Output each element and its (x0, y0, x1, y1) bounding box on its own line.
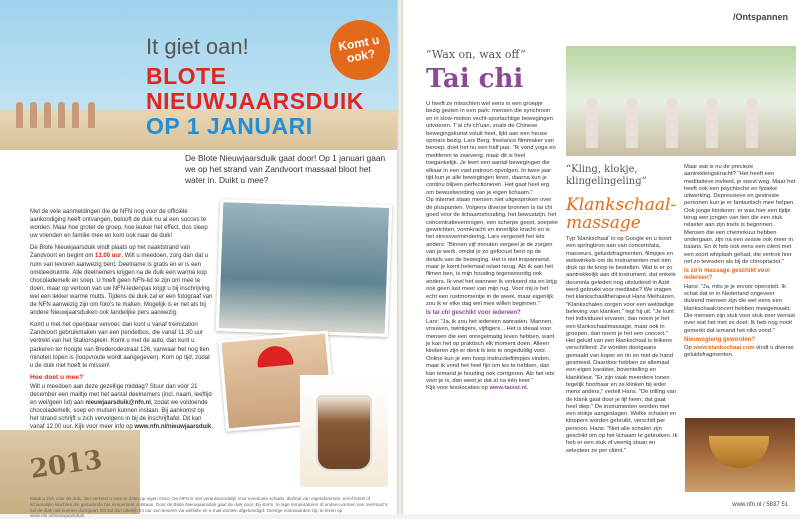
paragraph-2-text: De Blote Nieuwjaarsduik vindt plaats op het naaktstrand van Zandvoort en begint om (30, 245, 191, 260)
how-heading: Hoe doet u mee? (30, 373, 84, 381)
paragraph-4-text: Wilt u meedoen aan deze gezellige middag? Stuur dan vóór 21 december een mailtje met het aantal deelnemers (incl. naam, leeftijd en wel/geen lid) aan (30, 383, 212, 407)
bather-figure (88, 102, 95, 128)
paragraph-3: Komt u met het openbaar vervoer, dan kunt u vanaf treinstation Zandvoort gebruikmaken van een pendelbus, die vanaf 11.30 uur vertrekt van het Stationsplein. Komt u met de auto, dan kunt u parkeren ter hoogte van Brederodestraat 126, vanwaar het nog tien minuten lopen is (loopvroute wordt aangegeven). Kom op tijd, zodat u de duik niet hoeft te missen! (30, 322, 210, 369)
bather-figure (30, 102, 37, 128)
disclaimer-caption: Maak u zich voor de duik, dan verkiest u mee te doen op eigen risico. De NFN is niet verantwoordelijk voor eventuele schade, diefstal van eigendommen, en/of letsel of lichamelijke klachten die gedurende het evenement ontstaan. Door de Blote Nieuwjaarsduik gaat de duik door. Bij storm, te lage temperaturen of andere vormen van overmacht, zal de duik niet kunnen doorgaan. Dit zal dan uiterlijk 24 uur van tevoren via website en e-mail worden afgekondigd. Overige voorwaarden zijn te lezen op www.nfn.nl/nieuwjaarsduik. (30, 496, 389, 519)
hot-chocolate-photo (300, 375, 388, 487)
singing-bowl-photo (685, 418, 795, 492)
paragraph-4: Wilt u meedoen aan deze gezellige middag? Stuur dan vóór 21 december een mailtje met het aantal deelnemers (incl. naam, leeftijd en wel/geen lid) aan nieuwjaarsduik@nfn.nl, zodat we voldoende chocolademelk, soep en mutsen kunnen inslaan. Bij aankomst op het strand schrijft u zich vervolgens in bij de inschrijftafel. Dit kan vanaf 12.00 uur. Kijk voor meer info op www.nfn.nl/nieuwjaarsduik. (30, 383, 213, 431)
person-figure (626, 98, 638, 148)
taichi-paragraph-1: U heeft ze misschien wel eens in een groepje bezig gezien in een park: mensen die synchroon en in slow-motion vecht-sportachtige bewegingen uitvoeren. T'ai chi ch'uan, zoals de Chinese bewegingskunst voluit heet, lijkt aan een heuse opmars bezig. Lars Berg, freelance filmmaker van beroep, doet het nu een half jaar. "Ik vond yoga en mediteren te zweverig, maar dit is heel toegankelijk. Je leert een aantal bewegingen die elkaar in een vast patroon opvolgen. In twee jaar tijd kun je alle bewegingen leren, daarna kun je continu blijven perfectioneren. Het gaat heel erg om bewustwording van je eigen lichaam." (426, 101, 556, 196)
taichi-link[interactable]: www.taoist.nl (489, 385, 527, 392)
klank-paragraph-2: Het geluid van een klankschaal is telkens verschillend. Ze worden doorgaans gemaakt van koper en tin en met de hand gesmeed. Daardoor hebben ze allemaal een eigen karakter, boventelling en klankkleur. "Er zijn vaak meerdere tonen tegelijk hoorbaar en ze klinken bij ieder mens anders," vertelt Hans. "De trilling van de klank gaat door je lijf heen; dat gaat heel diep." De instrumenten worden met een stokje aangeslagen. Welke schalen en kloppers worden gebruikt, verschilt per persoon. Hans: "Niet alle schalen zijn geschikt om op het lichaam te gebruiken. Ik heb er een stuk of veertig staan en selecteer ze per cliënt." (566, 338, 678, 454)
person-figure (666, 98, 678, 148)
taichi-more-text: Kijk voor lesslocaties op (426, 385, 490, 392)
klank-heading-2: Nieuwsgierig geworden? (684, 336, 756, 343)
taichi-more: Kijk voor lesslocaties op www.taoist.nl. (426, 385, 529, 392)
headline-line-1: BLOTE (146, 63, 227, 89)
bather-figure (16, 102, 23, 128)
taichi-group-photo (566, 46, 796, 156)
bather-figure (72, 102, 79, 128)
bowl-icon (709, 436, 769, 468)
taichi-title: Tai chi (426, 64, 524, 94)
page-footer: www.nfn.nl / 5837 51 (732, 502, 788, 508)
headline-line-3: OP 1 JANUARI (146, 113, 313, 139)
mug-icon (316, 395, 372, 471)
intro-text: De Blote Nieuwjaarsduik gaat door! Op 1 januari gaan we op het strand van Zandvoort massaal bloot het water in. Duikt u mee? (185, 153, 386, 185)
komt-u-ook-badge: Komt u ook? (325, 15, 395, 85)
signup-email[interactable]: nieuwjaarsduik@nfn.nl (85, 400, 151, 407)
paragraph-2 (30, 244, 213, 317)
taichi-article (426, 101, 558, 393)
headline-line-2: NIEUWJAARSDUIK (146, 88, 364, 114)
paragraph-1: Met de vele aanmeldingen die de NFN nog voor de officiële aankondiging heeft ontvangen, belooft de duik nu al een succes te worden. Maar hoe groter de groep, hoe leuker het effect, dus sleep uw vrienden en familie mee en kom ook naar de duik! (30, 209, 208, 240)
santa-hat-icon (256, 345, 294, 368)
paragraph-2-text-rest: . Wilt u meedoen, zorg dan dat u ruim van tevoren aanwezig bent. Deelname is gratis en er is een omkleedruimte. Alle deelnemers krijgen na de duik een warme kop chocolademelk en soep. U hoeft geen NFN-lid te zijn om mee te doen, maar op vertoon van uw NFN-ledenpas krijgt u bij inschrijving wel een lekker warme mutts. Tijdens de duik zal er een fotograaf van de NFN aanwezig zijn om foto's te maken. Mogelijk is er net als bij andere Nieuwjaarsduiken ook landelijke pers aanwezig. (30, 253, 213, 317)
person-figure (706, 98, 718, 148)
info-link[interactable]: www.nfn.nl/nieuwjaarsduik (134, 424, 212, 431)
klank-paragraph-3: Maar wat is nu de precieze aantrekkingskracht? "Het heeft een meditatieve invloed, je soest weg. Maar het heeft ook een psychische en fysieke uitwerking. Depressieve en gestreste personen kun je er fantastisch mee helpen. Ook jonge kinderen: er was hier een tijdje terug een jongen van tien die een stuk relaxter aan zijn toets is begonnen. Mensen die een chemokuur hebben ondergaan, zijn na een sessie ook meer in balans. En ik heb ook eens een cliënt met een soort whiplash gehad, die vertrok hier net zo tevreden als bij de chiropractor." (684, 164, 796, 265)
taichi-heading: Is tai chi geschikt voor iedereen? (426, 310, 521, 317)
taichi-paragraph-2: Op internet staan mensen niet uitgesproken over de pluspunten. Volgens diverse bronnen is tai chi goed voor de lichaamshouding, het bewustzijn, het concentratievermogen, een scherpe geest, soepele gewrichten, vormkracht en innerlijke kracht en is het stressvermindering. Lars vergezelt het iets anders: "Binnen vijf minuten vergeet je de zorgen van je werk, omdat je zo gefocust bent op de details van de beweging. Het is niet inspannend, maar je komt helemaal relaxt terug. Als ik aan het filmen ben, is mijn houding tegenwoordig ook anders. Ik voel het wanneer ik verkeerd sta en krijg ook geen last meer van mijn rug. Voor mij is het echt een rustmomentje in de week, maar eigenlijk zou ik er elke dag wel mee willen beginnen." (426, 197, 558, 307)
klank-more-text: Op (684, 345, 694, 352)
klank-article-cont (684, 164, 796, 360)
bather-figure (58, 102, 65, 128)
swimmers-photo (216, 199, 393, 337)
klank-more-text-rest: vindt u diverse geluidsfragmenten. (684, 345, 794, 359)
klank-link[interactable]: www.klankschaal.com (693, 345, 755, 352)
year-in-sand: 2013 (28, 445, 105, 485)
klank-paragraph-4: Hans: "Ja, mits je je ervoor openstelt. Ik schat dat er in Nederland ongeveer duizend mensen zijn die wel eens een klankschaalconcert hebben meegemaakt. Die mensen zijn stuk voor stuk zeer verrast over wat het met ze doet. Ik heb nog nooit gemerkt dat iemand het niks vond." (684, 283, 795, 334)
person-figure (586, 98, 598, 148)
article-column (30, 208, 213, 435)
klank-title: Klankschaal-massage (566, 195, 677, 233)
kicker: It giet oan! (146, 34, 249, 59)
klank-paragraph-1: Typ 'klankschaal' in op Google en u boort een springbron aan van concertdata, masseurs, geluidsfragmenten, filmpjes en webwinkels om de instrumenten met één druk op de knop te bestellen. Wat is er zo aantrekkelijk aan dit instrument, dat enkele decennia geleden nog uitsluitend in Azië werd gebruikt voor meditatie? We vragen het klankschaaltherapeut Hans Meihuizen. "Klankschalen zorgen voor een weldadige beleving van klanken," legt hij uit. "Je kunt het individueel ervaren, dan noem je het een klankschaalmassage, maar ook in groepen, dan noem je het een concert." (566, 236, 676, 337)
bather-figure (44, 102, 51, 128)
start-time: 13.00 uur (95, 253, 122, 260)
person-figure (746, 98, 758, 148)
klank-more (684, 345, 796, 360)
headline-part-1 (146, 64, 364, 114)
klank-heading: Is zo'n massage geschikt voor iedereen? (684, 268, 771, 282)
section-label: /Ontspannen (732, 12, 788, 22)
right-page (403, 0, 800, 514)
taichi-paragraph-3: Lars: "Ja, ik zou het iedereen aanraden. Mannen, vrouwen, twintigers, vijftigers... Het is ideaal voor mensen die een onregelmatig leven hebben, want je kan het op praktisch elk moment doen. Alleen kinderen zijn er denk ik iets te ongeduldig voor. Online kun je een hoop instructiefilmpjes vinden, maar ik vond het heel fijn om les te hebben, dan kan iemand je houding ook corrigeren. Als het iets voor je is, dan weet je dat al na één keer." (426, 318, 555, 385)
klank-article (566, 236, 678, 455)
klank-quote: “Kling, klokje, klingelingeling” (566, 164, 647, 187)
taichi-quote: “Wax on, wax off” (426, 48, 526, 61)
left-page (0, 0, 397, 519)
paragraph-4-text-rest: , zodat we voldoende chocolademelk, soep en mutsen kunnen inslaan. Bij aankomst op het strand schrijft u zich vervolgens in bij de inschrijftafel. Dit kan vanaf 12.00 uur. Kijk voor meer info op (30, 400, 208, 431)
